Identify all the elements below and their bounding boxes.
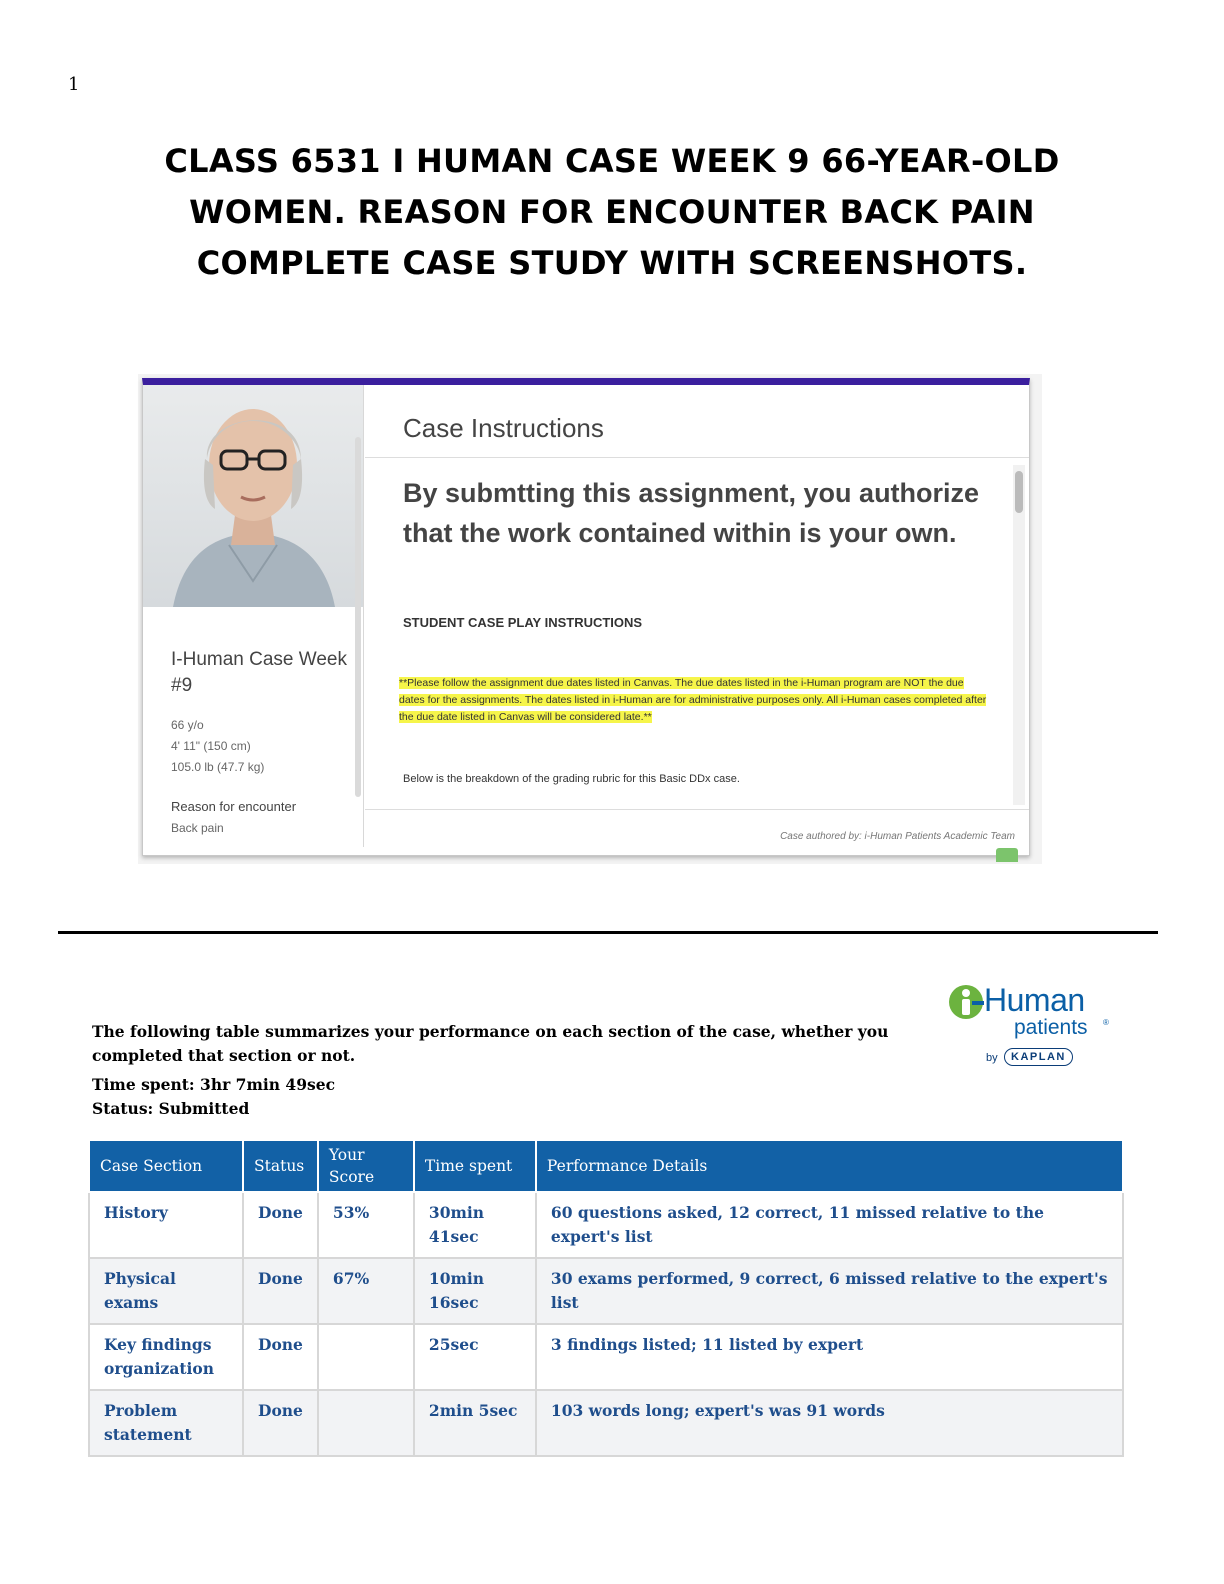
row-details: 3 findings listed; 11 listed by expert [536, 1324, 1123, 1390]
patient-photo [143, 385, 363, 607]
submission-status: Status: Submitted [92, 1099, 250, 1118]
instructions-panel [365, 385, 1029, 847]
logo-by-text: by [986, 1052, 998, 1064]
table-row [89, 1324, 1123, 1390]
row-status: Done [243, 1192, 318, 1258]
header-your-score: Your Score [318, 1140, 414, 1192]
rubric-intro: Below is the breakdown of the grading rubric for this Basic DDx case. [403, 773, 740, 785]
reason-value: Back pain [171, 821, 224, 835]
i-human-logo-icon [946, 982, 984, 1022]
row-time: 10min 16sec [414, 1258, 536, 1324]
row-time: 2min 5sec [414, 1390, 536, 1456]
table-header-row [89, 1140, 1123, 1192]
horizontal-rule [58, 931, 1158, 934]
document-title [60, 136, 1164, 289]
row-section: Problem statement [89, 1390, 243, 1456]
patient-vitals [171, 715, 264, 778]
row-time: 25sec [414, 1324, 536, 1390]
case-card [142, 378, 1030, 856]
footer-divider [365, 809, 1029, 810]
authorize-text: By submtting this assignment, you authorize that the work contained within is your own. [403, 478, 980, 548]
table-row [89, 1390, 1123, 1456]
title-line-3: COMPLETE CASE STUDY WITH SCREENSHOTS. [196, 244, 1028, 282]
case-name: I-Human Case Week #9 [171, 649, 347, 696]
title-line-2: WOMEN. REASON FOR ENCOUNTER BACK PAIN [189, 193, 1035, 231]
patient-weight: 105.0 lb (47.7 kg) [171, 760, 265, 774]
title-line-1: CLASS 6531 I HUMAN CASE WEEK 9 66-YEAR-OLD [164, 142, 1060, 180]
table-row [89, 1192, 1123, 1258]
logo-patients-text: patients [1014, 1016, 1088, 1039]
highlighted-notice: **Please follow the assignment due dates listed in Canvas. The due dates listed in the i-Human program are NOT the due dates for the assignments. The dates listed in i-Human are for administrative purposes only. All i-Human cases completed after the due date listed in Canvas will be considered late.** [399, 677, 987, 723]
header-performance-details: Performance Details [536, 1140, 1123, 1192]
patient-height: 4' 11" (150 cm) [171, 739, 251, 753]
row-status: Done [243, 1390, 318, 1456]
case-author: Case authored by: i-Human Patients Academic Team [780, 831, 1015, 842]
patient-panel [143, 385, 364, 847]
scroll-thumb[interactable] [1015, 471, 1023, 513]
patient-age: 66 y/o [171, 718, 204, 732]
i-human-patients-logo [946, 980, 1116, 1074]
instructions-heading: Case Instructions [403, 413, 604, 443]
patient-avatar-icon [143, 385, 363, 607]
summary-text: The following table summarizes your performance on each section of the case, whether you completed that section or not. [92, 1022, 889, 1065]
total-time-spent: Time spent: 3hr 7min 49sec [92, 1075, 336, 1094]
table-row [89, 1258, 1123, 1324]
row-status: Done [243, 1324, 318, 1390]
row-details: 60 questions asked, 12 correct, 11 missed relative to the expert's list [536, 1192, 1123, 1258]
help-tab[interactable] [996, 848, 1018, 862]
logo-kaplan-text: KAPLAN [1004, 1048, 1073, 1066]
due-date-notice [399, 675, 991, 726]
header-status: Status [243, 1140, 318, 1192]
instructions-divider [365, 457, 1029, 458]
row-section: History [89, 1192, 243, 1258]
row-score: 53% [318, 1192, 414, 1258]
row-score [318, 1390, 414, 1456]
case-instructions-screenshot [138, 374, 1042, 864]
row-time: 30min 41sec [414, 1192, 536, 1258]
header-case-section: Case Section [89, 1140, 243, 1192]
page-number: 1 [68, 74, 80, 95]
row-section: Physical exams [89, 1258, 243, 1324]
row-details: 30 exams performed, 9 correct, 6 missed relative to the expert's list [536, 1258, 1123, 1324]
row-score [318, 1324, 414, 1390]
header-time-spent: Time spent [414, 1140, 536, 1192]
performance-table [88, 1139, 1124, 1457]
row-score: 67% [318, 1258, 414, 1324]
logo-human-text: Human [984, 982, 1085, 1018]
trademark-icon: ® [1103, 1018, 1109, 1027]
play-instructions-heading: STUDENT CASE PLAY INSTRUCTIONS [403, 615, 643, 630]
row-details: 103 words long; expert's was 91 words [536, 1390, 1123, 1456]
panel-scrollbar[interactable] [355, 437, 361, 797]
row-section: Key findings organization [89, 1324, 243, 1390]
scroll-track[interactable] [1013, 465, 1025, 805]
row-status: Done [243, 1258, 318, 1324]
reason-label: Reason for encounter [171, 799, 297, 814]
